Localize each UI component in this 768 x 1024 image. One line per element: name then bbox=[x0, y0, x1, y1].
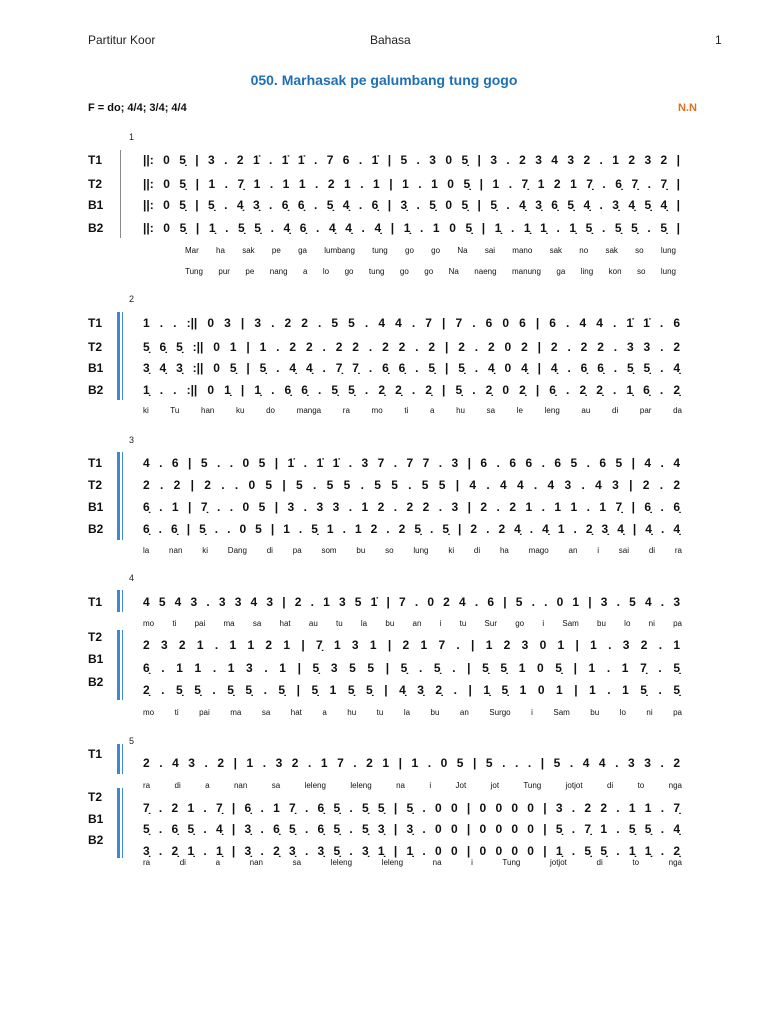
voice-label-t2: T2 bbox=[88, 340, 103, 354]
notes-t2: 2 3 2 1 . 1 1 2 1 | 7̣ 1 3 1 | 2 1 7 . | 1 2 3 0 1 | 1 . 3 2 . 1 bbox=[143, 638, 680, 652]
header-document-type: Partitur Koor bbox=[88, 33, 156, 47]
voice-label-b1: B1 bbox=[88, 198, 104, 212]
notes-t2: 2 . 2 | 2 . . 0 5 | 5 . 5 5 . 5 5 . 5 5 | 4 . 4 4 . 4 3 . 4 3 | 2 . 2 bbox=[143, 478, 680, 492]
voice-label-t1: T1 bbox=[88, 595, 103, 609]
notes-b1: 6̣ . 1 | 7̣ . . 0 5 | 3 . 3 3 . 1 2 . 2 2 . 3 | 2 . 2 1 . 1 1 . 1 7̣ | 6̣ . 6̣ bbox=[143, 500, 680, 514]
notes-t2: ||: 0 5̣ | 1 . 7̣ 1 . 1 1 . 2 1 . 1 | 1 . 1 0 5̣ | 1 . 7̣ 1 2 1 7̣ . 6̣ 7̣ . 7̣ | bbox=[143, 177, 680, 191]
voice-label-t1: T1 bbox=[88, 153, 103, 167]
voice-label-t1: T1 bbox=[88, 456, 103, 470]
header-language: Bahasa bbox=[370, 33, 411, 47]
composer: N.N bbox=[678, 102, 697, 114]
voice-label-b1: B1 bbox=[88, 652, 104, 666]
voice-label-t2: T2 bbox=[88, 630, 103, 644]
key-and-meter: F = do; 4/4; 3/4; 4/4 bbox=[88, 102, 187, 114]
voice-label-t1: T1 bbox=[88, 316, 103, 330]
notes-t2: 5̣ 6̣ 5̣ :|| 0 1 | 1 . 2 2 . 2 2 . 2 2 . 2 | 2 . 2 0 2 | 2 . 2 2 . 3 3 . 2 bbox=[143, 340, 680, 354]
notes-b2: ||: 0 5̣ | 1̣ . 5̣ 5̣ . 4̣ 6̣ . 4̣ 4̣ . 4̣ | 1̣ . 1 0 5̣ | 1̣ . 1̣ 1̣ . 1̣ 5̣ . 5̣ 5̣ . 5̣ | bbox=[143, 221, 680, 235]
system-number: 2 bbox=[129, 294, 135, 304]
notes-t2: 7̣ . 2 1 . 7̣ | 6̣ . 1 7̣ . 6̣ 5̣ . 5̣ 5̣ | 5̣ . 0 0 | 0 0 0 0 | 3 . 2 2 . 1 1 . 7̣ bbox=[143, 801, 680, 815]
voice-label-b1: B1 bbox=[88, 361, 104, 375]
voice-label-b1: B1 bbox=[88, 500, 104, 514]
system-number: 5 bbox=[129, 736, 135, 746]
system-number: 3 bbox=[129, 435, 135, 445]
song-title: 050. Marhasak pe galumbang tung gogo bbox=[250, 72, 518, 88]
system-bracket bbox=[117, 452, 120, 540]
system-bracket bbox=[117, 630, 120, 700]
notes-b2: 3̣ . 2̣ 1̣ . 1̣ | 3̣ . 2̣ 3̣ . 3̣ 5̣ . 3̣ 1̣ | 1̣ . 0 0 | 0 0 0 0 | 1̣ . 5̣ 5̣ . 1̣ 1̣ . 2̣ bbox=[143, 844, 680, 858]
voice-label-b2: B2 bbox=[88, 675, 104, 689]
notes-b1: 6̣ . 1 1 . 1 3 . 1 | 5̣ 3 5 5 | 5̣ . 5̣ . | 5̣ 5̣ 1 0 5̣ | 1 . 1 7̣ . 5̣ bbox=[143, 661, 680, 675]
voice-label-b2: B2 bbox=[88, 221, 104, 235]
system-bracket bbox=[117, 788, 120, 858]
voice-label-b2: B2 bbox=[88, 522, 104, 536]
system-number: 1 bbox=[129, 132, 135, 142]
voice-label-t2: T2 bbox=[88, 177, 103, 191]
voice-label-t2: T2 bbox=[88, 478, 103, 492]
notes-t1: 2 . 4 3 . 2 | 1 . 3 2 . 1 7 . 2 1 | 1 . 0 5 | 5 . . . | 5 . 4 4 . 3 3 . 2 bbox=[143, 756, 680, 770]
voice-label-t2: T2 bbox=[88, 790, 103, 804]
notes-b2: 2̣ . 5̣ 5̣ . 5̣ 5̣ . 5̣ | 5̣ 1 5̣ 5̣ | 4̣ 3̣ 2̣ . | 1̣ 5̣ 1 0 1 | 1 . 1 5̣ . 5̣ bbox=[143, 683, 680, 697]
lyrics-line: ki Tu han ku do manga ra mo ti a hu sa le leng au di par da bbox=[143, 406, 682, 415]
system-bracket bbox=[120, 150, 121, 238]
page-number: 1 bbox=[715, 33, 722, 47]
lyrics-line-t1: mo ti pai ma sa hat au tu la bu an i tu Sur go i Sam bu lo ni pa bbox=[143, 619, 682, 628]
voice-label-b2: B2 bbox=[88, 383, 104, 397]
system-number: 4 bbox=[129, 573, 135, 583]
voice-label-t1: T1 bbox=[88, 747, 103, 761]
notes-b1: 5̣ . 6̣ 5̣ . 4̣ | 3̣ . 6̣ 5̣ . 6̣ 5̣ . 5̣ 3̣ | 3̣ . 0 0 | 0 0 0 0 | 5̣ . 7̣ 1 . 5̣ 5̣ . 4̣ bbox=[143, 822, 680, 836]
lyrics-line: Tung pur pe nang a lo go tung go go Na naeng manung ga ling kon so lung bbox=[185, 267, 676, 276]
notes-t1: ||: 0 5̣ | 3 . 2 1̇ . 1̇ 1̇ . 7 6 . 1̇ | 5 . 3 0 5̣ | 3 . 2 3 4 3 2 . 1 2 3 2 | bbox=[143, 153, 680, 167]
notes-b2: 1̣ . . :|| 0 1̣ | 1̣ . 6̣ 6̣ . 5̣ 5̣ . 2̣ 2̣ . 2̣ | 5̣ . 2̣ 0 2̣ | 6̣ . 2̣ 2̣ . 1̣ 6̣ . 2̣ bbox=[143, 383, 680, 397]
system-bracket bbox=[117, 744, 120, 774]
notes-b1: 3̣ 4̣ 3̣ :|| 0 5̣ | 5̣ . 4̣ 4̣ . 7̣ 7̣ . 6̣ 6̣ . 5̣ | 5̣ . 4̣ 0 4̣ | 4̣ . 6̣ 6̣ . 5̣ 5̣ . 4̣ bbox=[143, 361, 680, 375]
lyrics-line: Mar ha sak pe ga lumbang tung go go Na sai mano sak no sak so lung bbox=[185, 246, 676, 255]
system-bracket bbox=[117, 590, 120, 612]
lyrics-line-t1: ra di a nan sa leleng leleng na i Jot jot Tung jotjot di to nga bbox=[143, 781, 682, 790]
system-bracket bbox=[117, 312, 120, 400]
notes-b2: 6̣ . 6̣ | 5̣ . . 0 5 | 1 . 5̣ 1 . 1 2 . 2 5̣ . 5̣ | 2 . 2 4̣ . 4̣ 1 . 2̣ 3̣ 4̣ | 4̣ . 4̣ bbox=[143, 522, 680, 536]
notes-b1: ||: 0 5̣ | 5̣ . 4̣ 3̣ . 6̣ 6̣ . 5̣ 4̣ . 6̣ | 3̣ . 5̣ 0 5̣ | 5̣ . 4̣ 3̣ 6̣ 5̣ 4̣ . 3̣ 4̣ 5̣ 4̣ | bbox=[143, 198, 680, 212]
voice-label-b2: B2 bbox=[88, 833, 104, 847]
lyrics-line: mo ti pai ma sa hat a hu tu la bu an Surgo i Sam bu lo ni pa bbox=[143, 708, 682, 717]
lyrics-line: la nan ki Dang di pa som bu so lung ki di ha mago an i sai di ra bbox=[143, 546, 682, 555]
lyrics-line: ra di a nan sa leleng leleng na i Tung jotjot di to nga bbox=[143, 858, 682, 867]
notes-t1: 4 . 6 | 5 . . 0 5 | 1̇ . 1̇ 1̇ . 3 7 . 7 7 . 3 | 6 . 6 6 . 6 5 . 6 5 | 4 . 4 bbox=[143, 456, 680, 470]
voice-label-b1: B1 bbox=[88, 812, 104, 826]
notes-t1: 1 . . :|| 0 3 | 3 . 2 2 . 5 5 . 4 4 . 7 | 7 . 6 0 6 | 6 . 4 4 . 1̇ 1̇ . 6 bbox=[143, 316, 680, 330]
notes-t1: 4 5 4 3 . 3 3 4 3 | 2 . 1 3 5 1̇ | 7 . 0 2 4 . 6 | 5 . . 0 1 | 3 . 5 4 . 3 bbox=[143, 595, 680, 609]
